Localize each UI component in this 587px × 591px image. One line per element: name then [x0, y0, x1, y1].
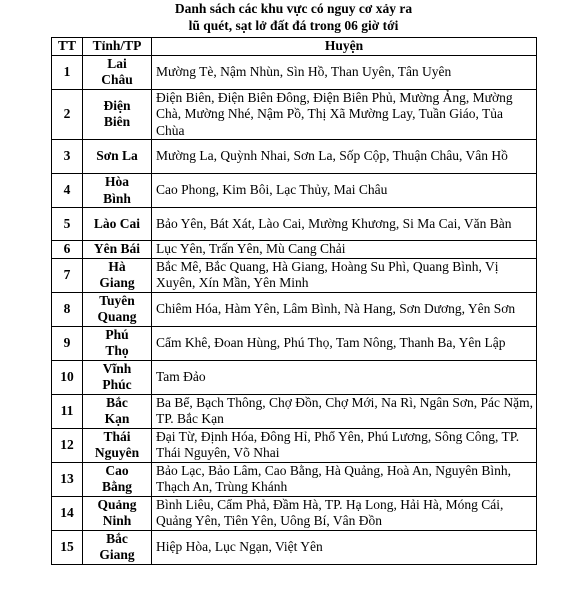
province-cell	[83, 530, 152, 564]
province-name-line-2: Giang	[99, 275, 135, 290]
table-row	[52, 394, 537, 428]
province-cell	[83, 208, 152, 241]
province-name-line-2: Nguyên	[94, 445, 140, 460]
province-cell	[83, 258, 152, 292]
province-name-line-2: Bằng	[101, 479, 132, 494]
district-list-cell: Đại Từ, Định Hóa, Đông Hỉ, Phổ Yên, Phú Lương, Sông Công, TP. Thái Nguyên, Võ Nhai	[152, 428, 537, 462]
province-name-line-1: Hòa	[104, 174, 129, 189]
province-name-line-2: Thọ	[105, 343, 129, 358]
district-list-cell: Hiệp Hòa, Lục Ngạn, Việt Yên	[152, 530, 537, 564]
header-district: Huyện	[152, 38, 537, 56]
province-name-line-1: Lai	[107, 55, 127, 71]
table-row	[52, 241, 537, 259]
table-row	[52, 55, 537, 89]
row-number: 6	[52, 241, 83, 259]
district-list-cell: Bình Liêu, Cẩm Phả, Đầm Hà, TP. Hạ Long, Hải Hà, Móng Cái, Quảng Yên, Tiên Yên, Uông Bí, Vân Đồn	[152, 496, 537, 530]
province-name-line-1: Vĩnh	[102, 360, 132, 376]
province-cell	[83, 360, 152, 394]
district-list-cell: Chiêm Hóa, Hàm Yên, Lâm Bình, Nà Hang, Sơn Dương, Yên Sơn	[152, 292, 537, 326]
province-name-line-1: Sơn La	[96, 148, 138, 164]
district-list-cell: Mường Tè, Nậm Nhùn, Sìn Hồ, Than Uyên, Tân Uyên	[152, 55, 537, 89]
row-number: 2	[52, 89, 83, 140]
province-cell	[83, 241, 152, 259]
table-body	[52, 55, 537, 564]
province-name-line-1: Yên Bái	[93, 241, 141, 256]
row-number: 12	[52, 428, 83, 462]
table-row	[52, 258, 537, 292]
row-number: 9	[52, 326, 83, 360]
district-list-cell: Bảo Lạc, Bảo Lâm, Cao Bằng, Hà Quảng, Hoà An, Nguyên Bình, Thạch An, Trùng Khánh	[152, 462, 537, 496]
province-cell	[83, 428, 152, 462]
province-cell	[83, 496, 152, 530]
district-list-cell: Cẩm Khê, Đoan Hùng, Phú Thọ, Tam Nông, Thanh Ba, Yên Lập	[152, 326, 537, 360]
province-name-line-2: Châu	[101, 72, 133, 87]
district-list-cell: Lục Yên, Trấn Yên, Mù Cang Chải	[152, 241, 537, 259]
table-row	[52, 292, 537, 326]
district-list-cell: Bảo Yên, Bát Xát, Lào Cai, Mường Khương, Si Ma Cai, Văn Bàn	[152, 208, 537, 241]
province-cell	[83, 174, 152, 208]
province-name-line-1: Điện	[103, 97, 131, 113]
row-number: 7	[52, 258, 83, 292]
table-row	[52, 360, 537, 394]
province-name-line-2: Kạn	[104, 411, 130, 426]
province-name-line-1: Tuyên	[99, 292, 135, 308]
province-cell	[83, 394, 152, 428]
province-cell	[83, 292, 152, 326]
province-name-line-2: Quang	[97, 309, 137, 324]
table-row	[52, 140, 537, 174]
row-number: 13	[52, 462, 83, 496]
table-row	[52, 496, 537, 530]
row-number: 11	[52, 394, 83, 428]
district-list-cell: Bắc Mê, Bắc Quang, Hà Giang, Hoàng Su Phì, Quang Bình, Vị Xuyên, Xín Mần, Yên Minh	[152, 258, 537, 292]
province-name-line-2: Giang	[99, 547, 135, 562]
province-name-line-1: Hà	[108, 258, 126, 274]
province-name-line-2: Bình	[103, 190, 131, 206]
row-number: 8	[52, 292, 83, 326]
province-cell	[83, 140, 152, 174]
table-row	[52, 89, 537, 140]
row-number: 5	[52, 208, 83, 241]
row-number: 1	[52, 55, 83, 89]
row-number: 4	[52, 174, 83, 208]
table-row	[52, 530, 537, 564]
table-row	[52, 208, 537, 241]
province-name-line-1: Cao	[105, 462, 129, 478]
province-cell	[83, 89, 152, 140]
province-cell	[83, 462, 152, 496]
table-header-row	[52, 38, 537, 56]
district-list-cell: Điện Biên, Điện Biên Đông, Điện Biên Phủ, Mường Ảng, Mường Chà, Mường Nhé, Nậm Pồ, Thị Xã Mường Lay, Tuần Giáo, Tủa Chùa	[152, 89, 537, 140]
province-cell	[83, 55, 152, 89]
province-name-line-1: Thái	[103, 428, 131, 444]
province-name-line-1: Bắc	[106, 530, 128, 546]
province-name-line-1: Quảng	[97, 496, 137, 512]
province-name-line-2: Phúc	[102, 377, 132, 392]
risk-areas-table	[51, 37, 537, 565]
district-list-cell: Cao Phong, Kim Bôi, Lạc Thủy, Mai Châu	[152, 174, 537, 208]
row-number: 14	[52, 496, 83, 530]
document-title-line-1: Danh sách các khu vực có nguy cơ xảy ra	[174, 1, 413, 16]
table-row	[52, 326, 537, 360]
header-province: Tỉnh/TP	[83, 38, 152, 56]
province-name-line-1: Lào Cai	[93, 215, 141, 231]
province-name-line-1: Bắc	[106, 394, 128, 410]
province-cell	[83, 326, 152, 360]
province-name-line-1: Phú	[105, 326, 129, 342]
province-name-line-2: Biên	[103, 114, 131, 130]
province-name-line-2: Ninh	[102, 513, 132, 528]
district-list-cell: Ba Bể, Bạch Thông, Chợ Đồn, Chợ Mới, Na Rì, Ngân Sơn, Pác Nặm, TP. Bắc Kạn	[152, 394, 537, 428]
row-number: 15	[52, 530, 83, 564]
district-list-cell: Mường La, Quỳnh Nhai, Sơn La, Sốp Cộp, Thuận Châu, Vân Hồ	[152, 140, 537, 174]
table-row	[52, 428, 537, 462]
header-tt: TT	[52, 38, 83, 56]
district-list-cell: Tam Đảo	[152, 360, 537, 394]
table-row	[52, 174, 537, 208]
table-row	[52, 462, 537, 496]
row-number: 3	[52, 140, 83, 174]
document-title-line-2: lũ quét, sạt lở đất đá trong 06 giờ tới	[188, 18, 399, 33]
row-number: 10	[52, 360, 83, 394]
